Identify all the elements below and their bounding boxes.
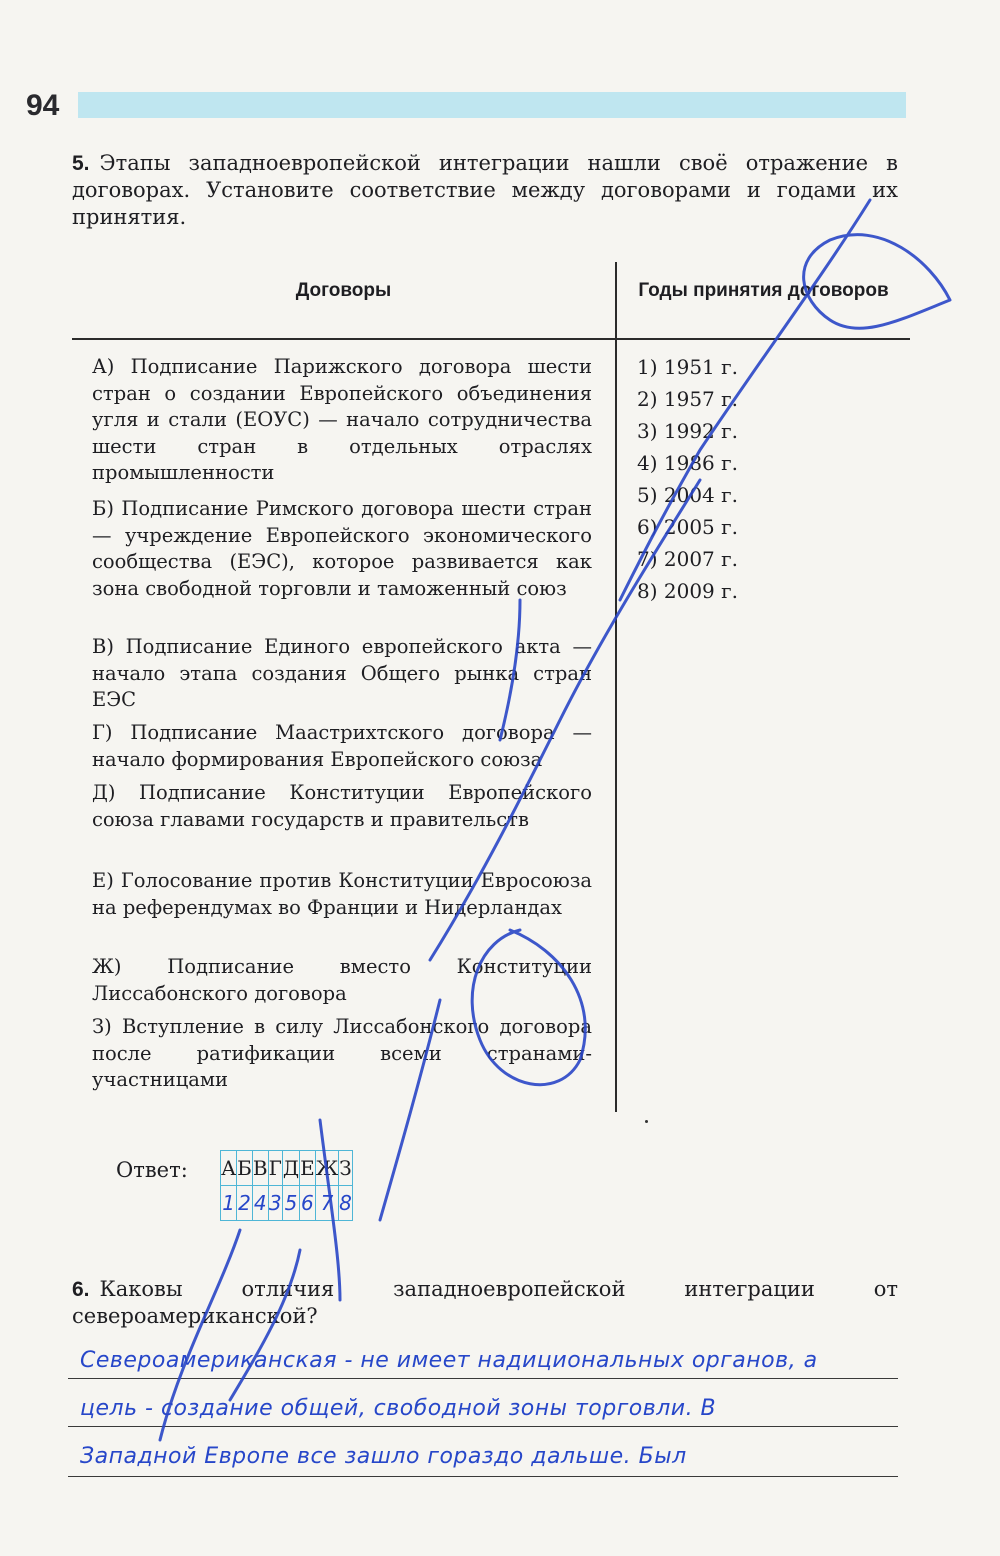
column-divider [615,262,617,1112]
handwritten-answer-line[interactable]: цель - создание общей, свободной зоны торговли. В [80,1396,717,1421]
year-item: 8) 2009 г. [637,579,738,603]
answer-letters-row [221,1151,353,1186]
treaty-item: З) Вступление в силу Лиссабонского договора после ратификации всеми странами-участницами [92,1015,592,1091]
answer-value[interactable]: 8 [339,1186,353,1221]
matching-table [72,262,910,1112]
answer-letter: А [221,1151,237,1186]
year-item: 3) 1992 г. [637,419,738,443]
answer-value[interactable]: 2 [237,1186,253,1221]
answer-letter: Д [282,1151,299,1186]
dot-mark [645,1120,648,1123]
year-item: 6) 2005 г. [637,515,738,539]
writing-line [68,1426,898,1427]
writing-line [68,1378,898,1379]
task-number: 5. [72,152,90,175]
answer-letter: В [252,1151,268,1186]
answer-value[interactable]: 7 [315,1186,338,1221]
year-item: 7) 2007 г. [637,547,738,571]
year-item: 1) 1951 г. [637,355,738,379]
task-number: 6. [72,1278,90,1301]
treaty-item: Е) Голосование против Конституции Евросоюза на референдумах во Франции и Нидерландах [92,869,592,919]
handwritten-answer-line[interactable]: Западной Европе все зашло гораздо дальше. Был [80,1444,687,1469]
answer-values-row [221,1186,353,1221]
page-header [0,88,1000,124]
treaty-item: А) Подписание Парижского договора шести стран о создании Европейского объединения угля и стали (ЕОУС) — начало сотрудничества шести стран в отдельных отраслях промышленности [92,355,592,484]
task-text: Каковы отличия западноевропейской интеграции от североамериканской? [72,1277,898,1328]
page-number: 94 [26,89,60,122]
column-header-treaties: Договоры [295,280,392,301]
treaty-item: Г) Подписание Маастрихтского договора — начало формирования Европейского союза [92,721,592,771]
task-text: Этапы западноевропейской интеграции нашли своё отражение в договорах. Установите соответствие между договорами и годами их принятия. [72,151,898,229]
answer-letter: З [339,1151,353,1186]
answer-value[interactable]: 4 [252,1186,268,1221]
year-item: 2) 1957 г. [637,387,738,411]
answer-letter: Е [300,1151,316,1186]
answer-letter: Б [237,1151,253,1186]
task-5-prompt [72,150,898,231]
treaty-item: Д) Подписание Конституции Европейского союза главами государств и правительств [92,781,592,831]
treaty-item: Б) Подписание Римского договора шести стран — учреждение Европейского экономического сообщества (ЕЭС), которое развивается как зона свободной торговли и таможенный союз [92,497,592,600]
year-item: 4) 1986 г. [637,451,738,475]
task-6-prompt [72,1276,898,1330]
answer-grid [220,1150,353,1221]
treaty-item: В) Подписание Единого европейского акта — начало этапа создания Общего рынка стран ЕЭС [92,635,592,711]
writing-line [68,1476,898,1477]
answer-label: Ответ: [116,1158,188,1182]
handwritten-answer-line[interactable]: Североамериканская - не имеет надициональных органов, а [80,1348,818,1373]
column-header-years: Годы принятия договоров [638,280,889,301]
treaty-item: Ж) Подписание вместо Конституции Лиссабонского договора [92,955,592,1005]
header-accent-bar [78,92,906,118]
answer-letter: Г [268,1151,282,1186]
year-item: 5) 2004 г. [637,483,738,507]
answer-value[interactable]: 5 [282,1186,299,1221]
answer-value[interactable]: 6 [300,1186,316,1221]
answer-letter: Ж [315,1151,338,1186]
answer-value[interactable]: 3 [268,1186,282,1221]
answer-value[interactable]: 1 [221,1186,237,1221]
header-divider [72,338,910,340]
